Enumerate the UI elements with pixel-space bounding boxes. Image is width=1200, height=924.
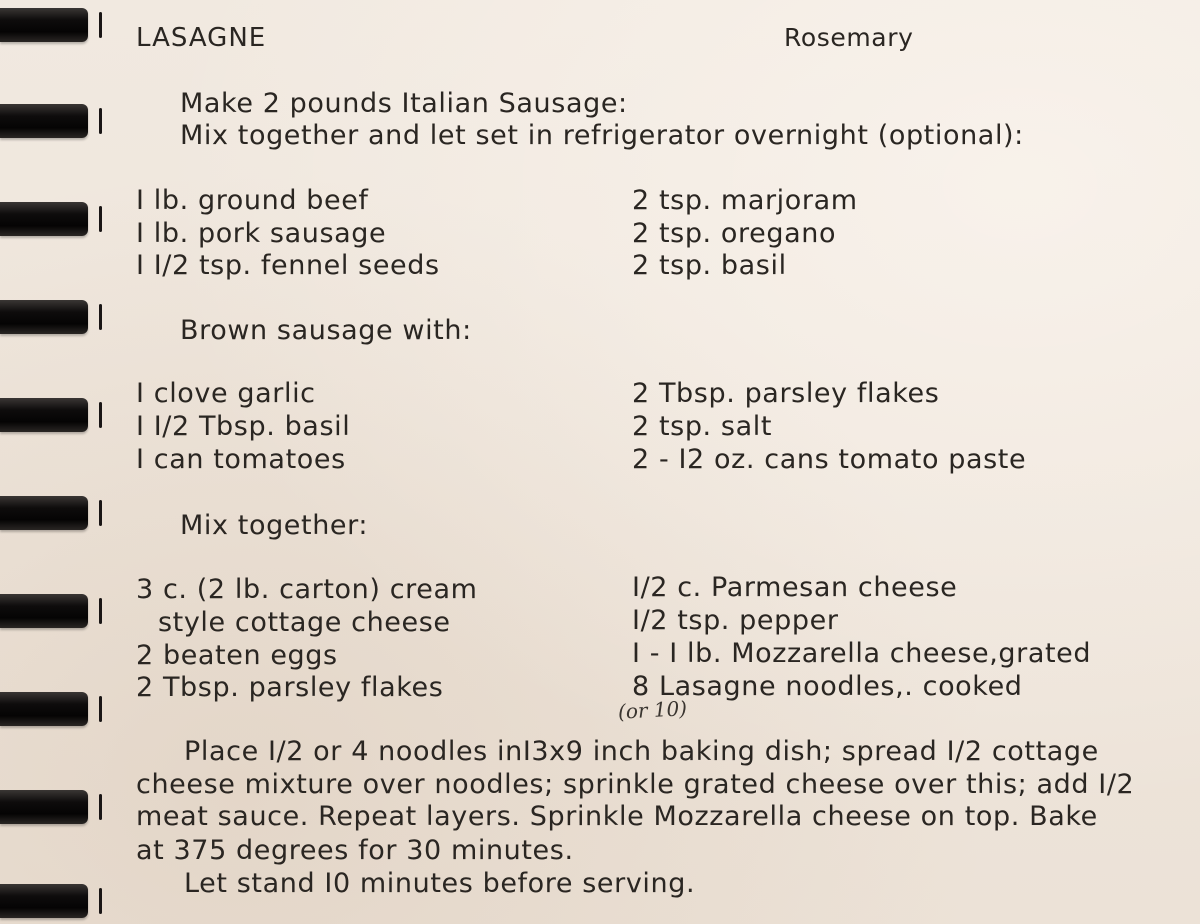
- binding-coil: [0, 8, 88, 42]
- binding-coil: [0, 202, 88, 236]
- recipe-title: LASAGNE: [136, 23, 267, 53]
- directions-line: at 375 degrees for 30 minutes.: [136, 835, 574, 866]
- ingredient: 2 tsp. marjoram: [632, 185, 858, 216]
- ingredient: 2 Tbsp. parsley flakes: [632, 378, 940, 409]
- directions-line: meat sauce. Repeat layers. Sprinkle Mozzarella cheese on top. Bake: [136, 801, 1098, 832]
- binding-coil: [0, 104, 88, 138]
- ingredient: I lb. pork sausage: [136, 218, 387, 249]
- section-heading: Brown sausage with:: [180, 315, 472, 346]
- intro-line-2: Mix together and let set in refrigerator overnight (optional):: [180, 120, 1024, 151]
- section-heading: Mix together:: [180, 510, 369, 541]
- ingredient: 2 Tbsp. parsley flakes: [136, 672, 444, 703]
- binding-coil: [0, 398, 88, 432]
- recipe-author: Rosemary: [784, 23, 914, 52]
- binding-coil: [0, 594, 88, 628]
- ingredient: 8 Lasagne noodles,. cooked: [632, 671, 1023, 702]
- ingredient: I I/2 tsp. fennel seeds: [136, 250, 440, 281]
- ingredient: style cottage cheese: [158, 607, 451, 638]
- ingredient: I - I lb. Mozzarella cheese,grated: [632, 638, 1092, 669]
- final-line: Let stand I0 minutes before serving.: [184, 868, 696, 899]
- directions-line: cheese mixture over noodles; sprinkle grated cheese over this; add I/2: [136, 769, 1135, 800]
- binding-coil: [0, 496, 88, 530]
- binding-coil: [0, 790, 88, 824]
- binding-coil: [0, 300, 88, 334]
- spiral-binding: [0, 0, 110, 924]
- ingredient: 2 tsp. salt: [632, 411, 773, 442]
- ingredient: I/2 c. Parmesan cheese: [632, 572, 958, 603]
- binding-coil: [0, 884, 88, 918]
- ingredient: 2 tsp. oregano: [632, 218, 837, 249]
- ingredient: I clove garlic: [136, 378, 316, 409]
- ingredient: I I/2 Tbsp. basil: [136, 411, 351, 442]
- ingredient: I/2 tsp. pepper: [632, 605, 839, 636]
- ingredient: 2 beaten eggs: [136, 640, 338, 671]
- handwritten-note: (or 10): [617, 696, 688, 724]
- ingredient: 3 c. (2 lb. carton) cream: [136, 574, 478, 605]
- ingredient: 2 - I2 oz. cans tomato paste: [632, 444, 1027, 475]
- ingredient: 2 tsp. basil: [632, 250, 787, 281]
- directions-line: Place I/2 or 4 noodles inI3x9 inch baking dish; spread I/2 cottage: [184, 736, 1099, 767]
- ingredient: I can tomatoes: [136, 444, 346, 475]
- binding-coil: [0, 692, 88, 726]
- ingredient: I lb. ground beef: [136, 185, 369, 216]
- intro-line-1: Make 2 pounds Italian Sausage:: [180, 88, 628, 119]
